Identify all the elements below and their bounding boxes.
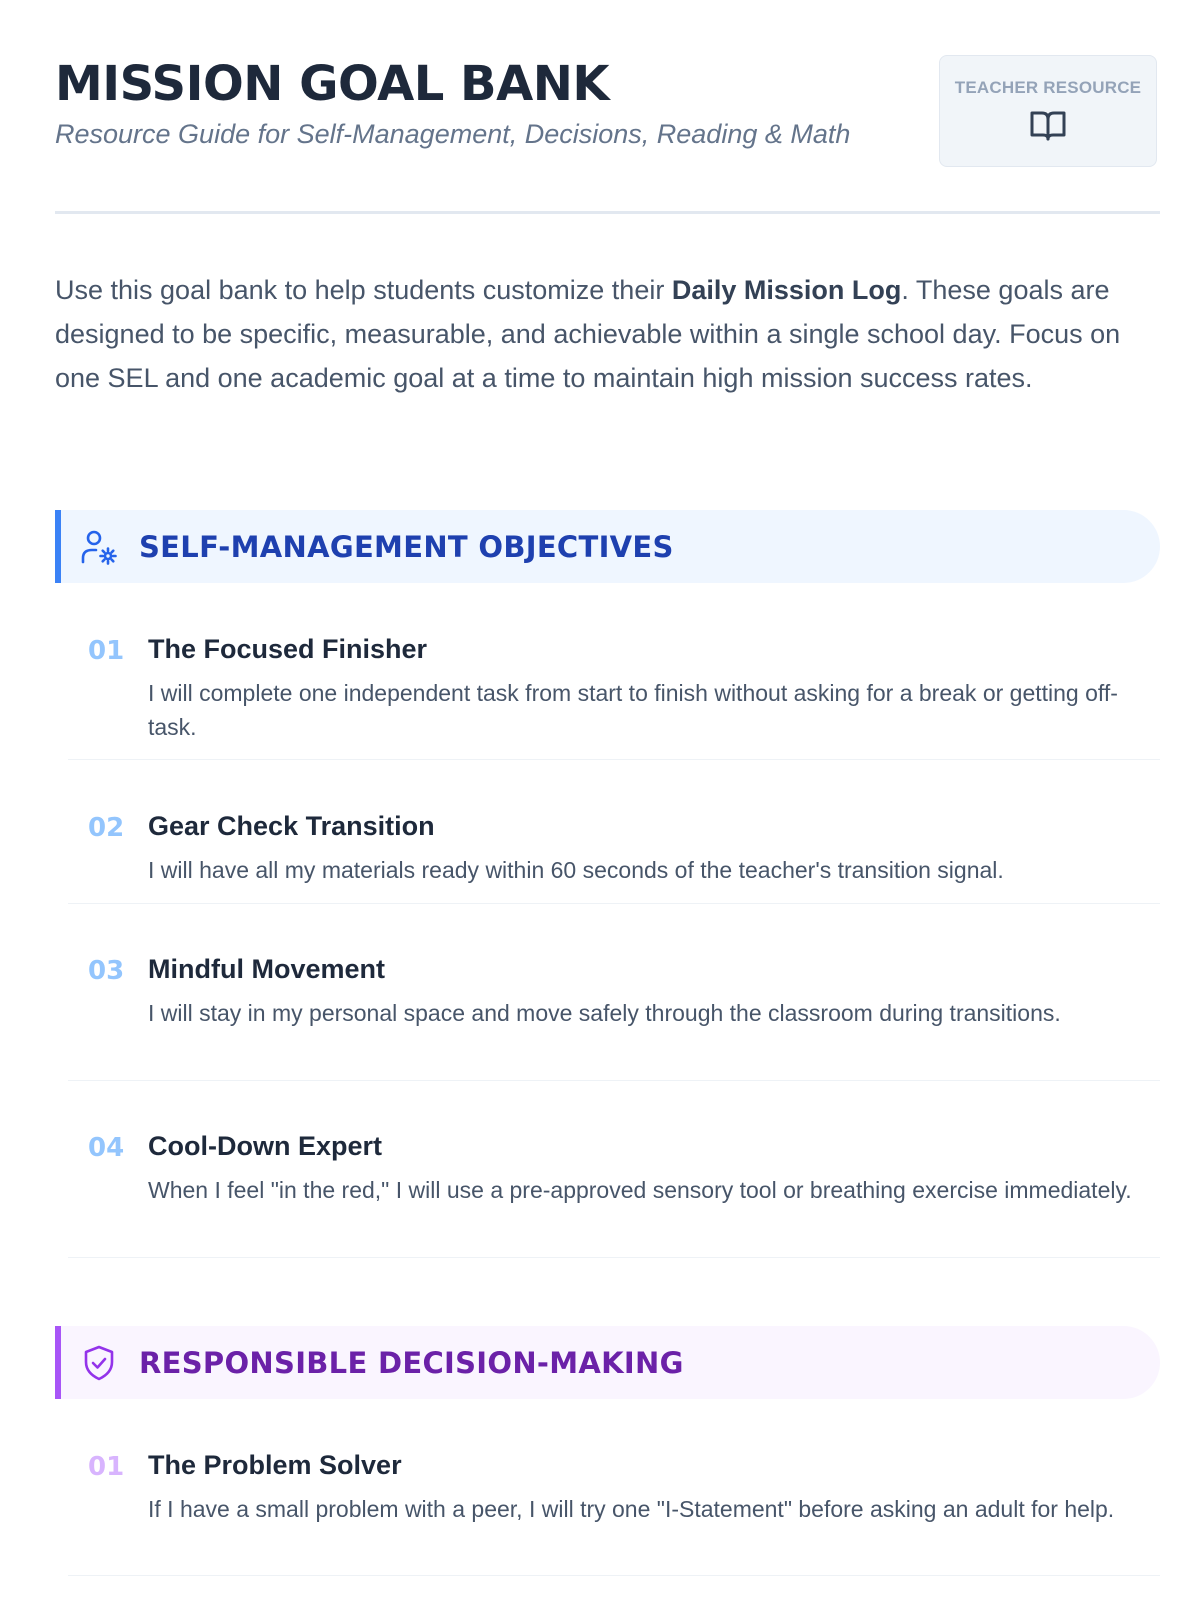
intro-text-end: . These goals are designed to be specific, measurable, and achievable within a single school day. Focus on one SEL and one academic goal at a time to maintain high mission success rates.	[55, 275, 1121, 393]
page-subtitle: Resource Guide for Self-Management, Decisions, Reading & Math	[55, 119, 851, 149]
user-gear-icon	[79, 527, 119, 567]
book-open-icon	[1028, 108, 1068, 144]
goal-item	[68, 614, 1160, 760]
goal-item	[68, 1111, 1160, 1258]
shield-check-icon	[79, 1343, 119, 1383]
intro-paragraph	[55, 268, 1165, 400]
intro-text-start: Use this goal bank to help students customize their	[55, 275, 672, 305]
section-title: SELF-MANAGEMENT OBJECTIVES	[139, 529, 674, 564]
goal-number: 01	[88, 636, 125, 666]
goal-description: If I have a small problem with a peer, I will try one "I-Statement" before asking an adult for help.	[148, 1496, 1115, 1522]
goal-title: Cool-Down Expert	[148, 1131, 382, 1161]
goal-description: When I feel "in the red," I will use a pre-approved sensory tool or breathing exercise immediately.	[148, 1177, 1132, 1203]
goal-item	[68, 934, 1160, 1081]
goal-number: 02	[88, 813, 125, 843]
goal-title: Gear Check Transition	[148, 811, 435, 841]
goal-description: I will have all my materials ready within 60 seconds of the teacher's transition signal.	[148, 857, 1004, 883]
goal-number: 04	[88, 1133, 125, 1163]
section-header-decision-making	[55, 1326, 1160, 1399]
page-title: MISSION GOAL BANK	[55, 56, 610, 112]
goal-description: I will stay in my personal space and move safely through the classroom during transitions.	[148, 1000, 1061, 1026]
goal-number: 03	[88, 956, 125, 986]
section-header-self-management	[55, 510, 1160, 583]
badge-label: TEACHER RESOURCE	[954, 78, 1142, 97]
goal-title: The Problem Solver	[148, 1450, 402, 1480]
page-header	[55, 55, 1160, 165]
goal-number: 01	[88, 1452, 125, 1482]
intro-highlight: Daily Mission Log	[671, 275, 902, 305]
teacher-resource-badge	[939, 55, 1157, 167]
goal-title: Mindful Movement	[148, 954, 385, 984]
goal-item	[68, 1430, 1160, 1576]
goal-item	[68, 791, 1160, 904]
goal-title: The Focused Finisher	[148, 634, 428, 664]
section-title: RESPONSIBLE DECISION-MAKING	[139, 1345, 684, 1380]
header-divider	[55, 211, 1160, 214]
goal-description: I will complete one independent task from start to finish without asking for a break or getting off-task.	[148, 680, 1118, 740]
